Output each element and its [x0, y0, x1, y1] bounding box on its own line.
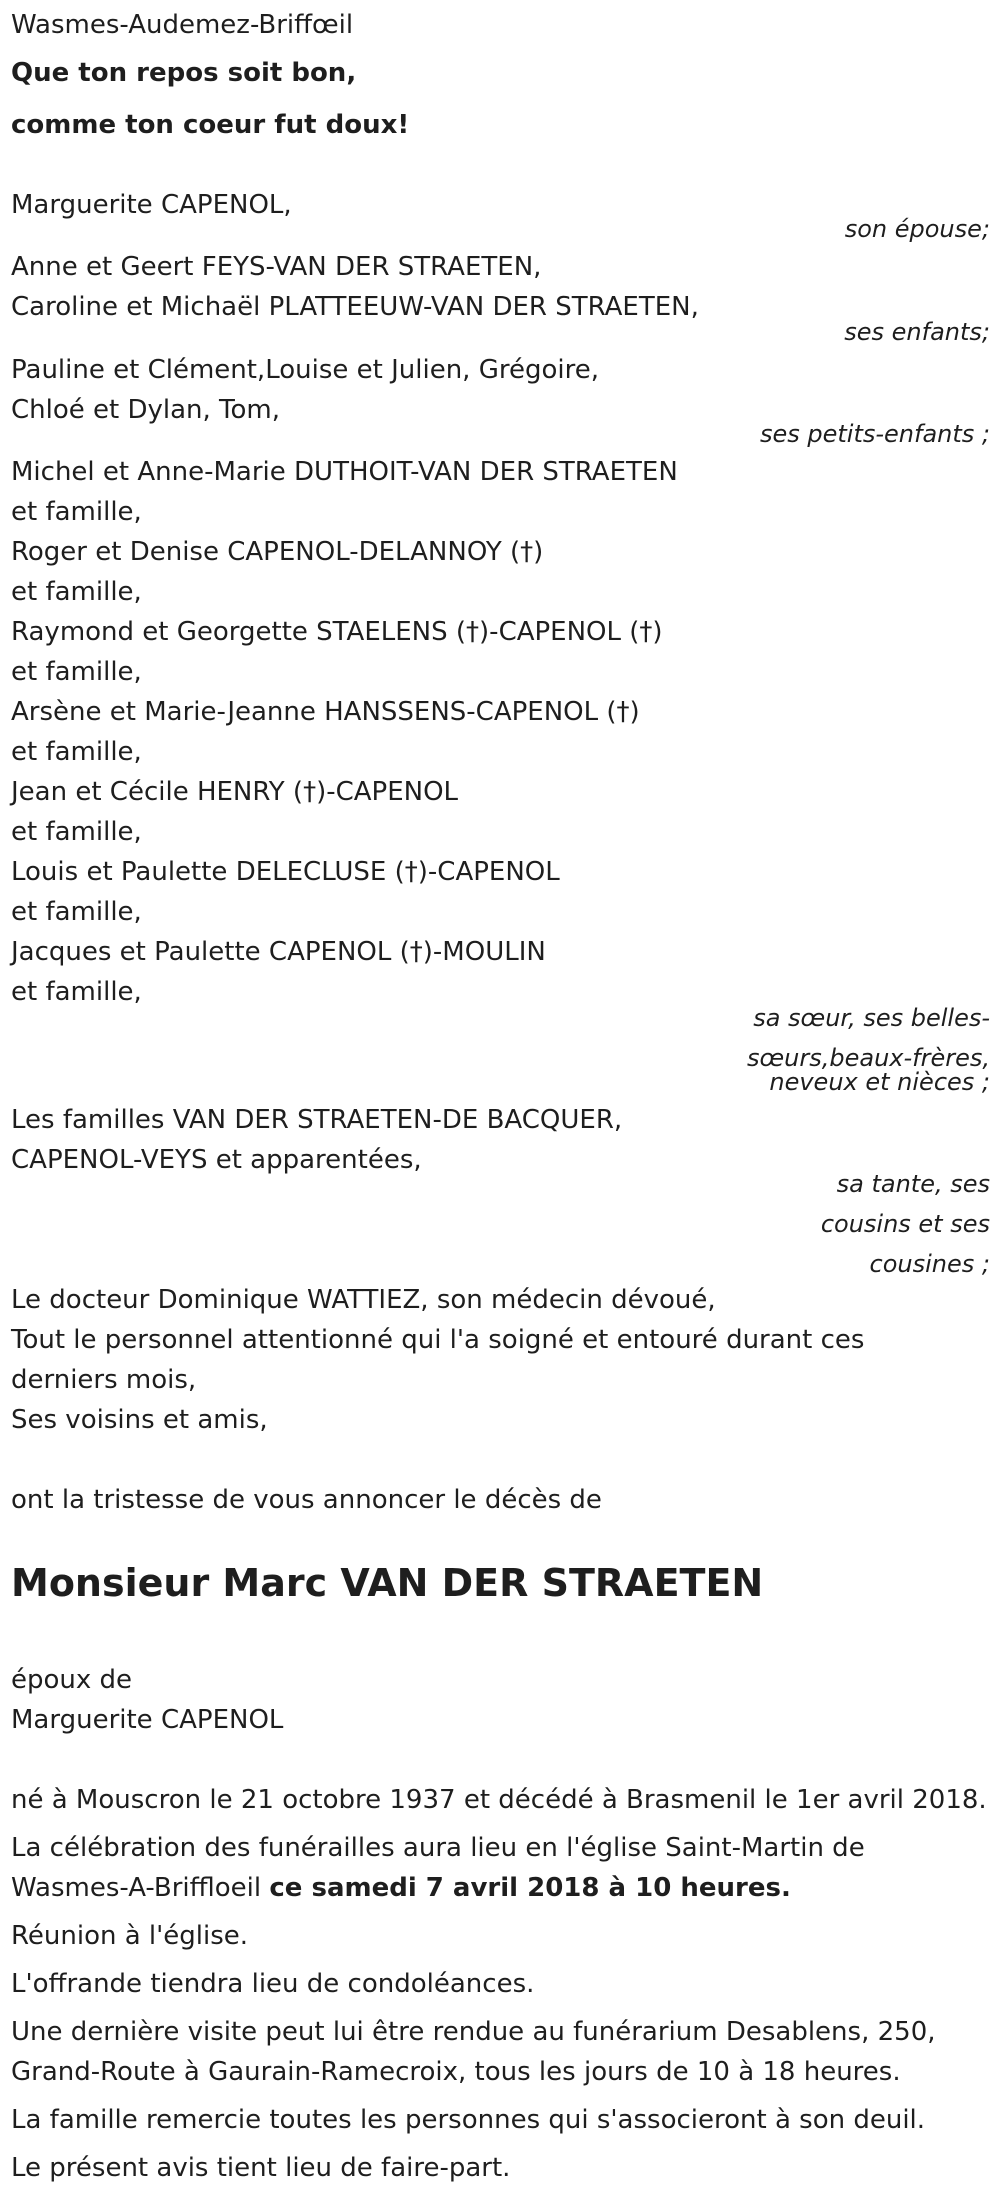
others-line-4: Ses voisins et amis, [11, 1405, 268, 1435]
grandchildren-line-2: Chloé et Dylan, Tom, [11, 395, 281, 425]
sibling-line: et famille, [11, 817, 142, 847]
child-line-2: Caroline et Michaël PLATTEEUW-VAN DER STRAETEN, [11, 292, 699, 322]
sibling-line: et famille, [11, 737, 142, 767]
families-role-2: cousins et ses [820, 1210, 990, 1238]
quote-line-2: comme ton coeur fut doux! [11, 110, 410, 140]
sibling-line: Michel et Anne-Marie DUTHOIT-VAN DER STRAETEN [11, 457, 678, 487]
siblings-role-3: neveux et nièces ; [769, 1068, 990, 1096]
deceased-name: Monsieur Marc VAN DER STRAETEN [11, 1561, 764, 1605]
grandchildren-role: ses petits-enfants ; [759, 420, 990, 448]
sibling-line: Roger et Denise CAPENOL-DELANNOY (†) [11, 537, 544, 567]
sibling-line: Jean et Cécile HENRY (†)-CAPENOL [11, 777, 459, 807]
sibling-line: Arsène et Marie-Jeanne HANSSENS-CAPENOL (†) [11, 697, 640, 727]
families-role-1: sa tante, ses [836, 1170, 990, 1198]
announcement-intro: ont la tristesse de vous annoncer le décès de [11, 1485, 602, 1515]
spouse-name: Marguerite CAPENOL, [11, 190, 292, 220]
sibling-line: Louis et Paulette DELECLUSE (†)-CAPENOL [11, 857, 560, 887]
visit-line-1: Une dernière visite peut lui être rendue au funérarium Desablens, 250, [11, 2017, 936, 2047]
notice-line: Le présent avis tient lieu de faire-part. [11, 2153, 511, 2183]
sibling-line: et famille, [11, 657, 142, 687]
sibling-line: et famille, [11, 577, 142, 607]
child-line-1: Anne et Geert FEYS-VAN DER STRAETEN, [11, 252, 542, 282]
funeral-line-1: La célébration des funérailles aura lieu en l'église Saint-Martin de [11, 1833, 865, 1863]
spouse-role: son épouse; [844, 215, 990, 243]
families-line-2: CAPENOL-VEYS et apparentées, [11, 1145, 422, 1175]
birth-death-line: né à Mouscron le 21 octobre 1937 et décédé à Brasmenil le 1er avril 2018. [11, 1785, 987, 1815]
spouse-of-line-2: Marguerite CAPENOL [11, 1705, 284, 1735]
children-role: ses enfants; [844, 318, 990, 346]
funeral-date: ce samedi 7 avril 2018 à 10 heures. [269, 1873, 791, 1903]
spouse-of-line-1: époux de [11, 1665, 133, 1695]
thanks-line: La famille remercie toutes les personnes qui s'associeront à son deuil. [11, 2105, 926, 2135]
sibling-line: et famille, [11, 977, 142, 1007]
offering-line: L'offrande tiendra lieu de condoléances. [11, 1969, 535, 1999]
meeting-line: Réunion à l'église. [11, 1921, 249, 1951]
visit-line-2: Grand-Route à Gaurain-Ramecroix, tous les jours de 10 à 18 heures. [11, 2057, 901, 2087]
families-role-3: cousines ; [869, 1250, 990, 1278]
quote-line-1: Que ton repos soit bon, [11, 58, 357, 88]
siblings-role-2: sœurs,beaux-frères, [746, 1044, 990, 1072]
sibling-line: et famille, [11, 497, 142, 527]
grandchildren-line-1: Pauline et Clément,Louise et Julien, Grégoire, [11, 355, 599, 385]
sibling-line: Raymond et Georgette STAELENS (†)-CAPENOL (†) [11, 617, 663, 647]
funeral-line-2 [11, 1868, 791, 1908]
sibling-line: Jacques et Paulette CAPENOL (†)-MOULIN [11, 937, 546, 967]
others-line-2: Tout le personnel attentionné qui l'a soigné et entouré durant ces [11, 1325, 865, 1355]
others-line-1: Le docteur Dominique WATTIEZ, son médecin dévoué, [11, 1285, 716, 1315]
funeral-place: Wasmes-A-Briffloeil [11, 1873, 270, 1903]
siblings-role-1: sa sœur, ses belles- [753, 1004, 990, 1032]
others-line-3: derniers mois, [11, 1365, 197, 1395]
sibling-line: et famille, [11, 897, 142, 927]
families-line-1: Les familles VAN DER STRAETEN-DE BACQUER, [11, 1105, 623, 1135]
location-line: Wasmes-Audemez-Briffœil [11, 10, 354, 40]
